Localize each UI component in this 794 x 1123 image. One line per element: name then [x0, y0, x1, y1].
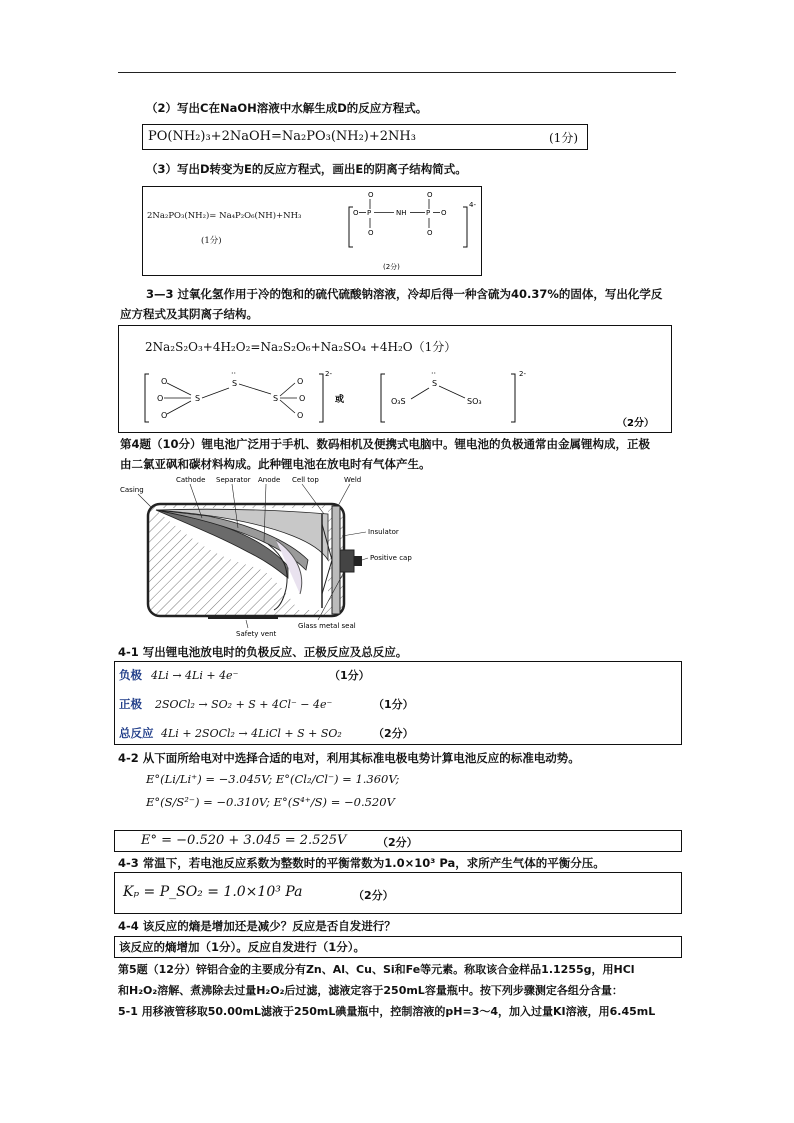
s1-o4: O [297, 377, 304, 386]
q41-neg-score: （1分） [329, 669, 370, 682]
q3-p2: P [426, 209, 431, 217]
q2-score: (1分) [549, 131, 578, 145]
q2-answer-box [142, 124, 588, 150]
q41-total-score: （2分） [373, 727, 414, 740]
q3-equation: 2Na₂PO₃(NH₂)= Na₄P₂O₆(NH)+NH₃ [147, 211, 302, 221]
s1-charge: 2- [325, 370, 332, 378]
q4-title-line2: 由二氯亚砜和碳材料构成。此种锂电池在放电时有气体产生。 [120, 457, 431, 471]
q3-o1: O [368, 191, 374, 199]
q43-answer-box [114, 872, 682, 914]
q33-title-line1: 3—3 过氧化氢作用于冷的饱和的硫代硫酸钠溶液，冷却后得一种含硫为40.37%的固体，写出化学反 [146, 287, 663, 301]
q43-score: （2分） [353, 889, 394, 902]
q3-eq-score: (1分) [201, 236, 222, 246]
s2-s: S [432, 379, 438, 388]
q3-charge: 4- [469, 201, 476, 209]
q44-answer: 该反应的熵增加（1分）。反应自发进行（1分）。 [119, 940, 366, 954]
q3-struct-score: (2分) [383, 263, 400, 271]
q33-anion-structures [139, 366, 669, 432]
q3-o6: O [427, 229, 433, 237]
q42-answer: E° = −0.520 + 3.045 = 2.525V [141, 833, 347, 848]
q33-answer-box [118, 325, 672, 433]
q3-o5: O [368, 229, 374, 237]
label-weld: Weld [344, 476, 362, 484]
q44-answer-box [114, 936, 682, 958]
label-casing: Casing [120, 486, 144, 494]
q41-answer-box [114, 661, 682, 745]
label-celltop: Cell top [292, 476, 319, 484]
q33-title-line2: 应方程式及其阴离子结构。 [120, 307, 258, 321]
q3-o3: O [353, 209, 359, 217]
q41-total-eq: 4Li + 2SOCl₂ → 4LiCl + S + SO₂ [161, 727, 342, 740]
q2-title: （2）写出C在NaOH溶液中水解生成D的反应方程式。 [146, 101, 428, 115]
s1-s3: S [273, 394, 279, 403]
q42-score: （2分） [377, 836, 418, 849]
q41-pos-label: 正极 [119, 697, 142, 711]
label-positive-cap: Positive cap [370, 554, 412, 562]
q3-o4: O [441, 209, 447, 217]
battery-diagram [118, 474, 418, 640]
or-label: 或 [335, 395, 345, 405]
q3-o2: O [427, 191, 433, 199]
s1-dots: ·· [231, 369, 237, 378]
s1-o1: O [161, 377, 168, 386]
q43-title: 4-3 常温下，若电池反应系数为整数时的平衡常数为1.0×10³ Pa，求所产生气体的平衡分压。 [118, 856, 605, 870]
label-cathode: Cathode [176, 476, 206, 484]
label-separator: Separator [216, 476, 251, 484]
s2-so3: SO₃ [467, 397, 482, 406]
q3-title: （3）写出D转变为E的反应方程式，画出E的阴离子结构简式。 [146, 162, 467, 176]
s2-dots: ·· [431, 369, 437, 378]
q41-total-label: 总反应 [119, 726, 154, 740]
label-safety-vent: Safety vent [236, 630, 277, 638]
s1-o5: O [299, 394, 306, 403]
q4-title-line1: 第4题（10分）锂电池广泛用于手机、数码相机及便携式电脑中。锂电池的负极通常由金属锂构成，正极 [120, 437, 650, 451]
q42-answer-box [114, 830, 682, 852]
q5-line1: 第5题（12分）锌铝合金的主要成分有Zn、Al、Cu、Si和Fe等元素。称取该合金样品1.1255g，用HCl [118, 963, 635, 976]
label-glass-seal: Glass metal seal [298, 622, 356, 630]
s2-o3s: O₃S [391, 397, 406, 406]
q3-nh: NH [396, 209, 407, 217]
q42-line2: E°(S/S²⁻) = −0.310V; E°(S⁴⁺/S) = −0.520V [146, 795, 395, 809]
q3-anion-structure [339, 187, 481, 275]
s1-o3: O [161, 411, 168, 420]
q3-p1: P [367, 209, 372, 217]
q5-line2: 和H₂O₂溶解、煮沸除去过量H₂O₂后过滤，滤液定容于250mL容量瓶中。按下列步骤测定各组分含量： [118, 984, 623, 997]
label-anode: Anode [258, 476, 281, 484]
q43-answer: Kₚ = P_SO₂ = 1.0×10³ Pa [123, 884, 303, 900]
q42-line1: E°(Li/Li⁺) = −3.045V; E°(Cl₂/Cl⁻) = 1.360V; [146, 772, 400, 786]
q51-line: 5-1 用移液管移取50.00mL滤液于250mL碘量瓶中，控制溶液的pH=3～4，加入过量KI溶液，用6.45mL [118, 1005, 656, 1018]
q33-equation: 2Na₂S₂O₃+4H₂O₂=Na₂S₂O₆+Na₂SO₄ +4H₂O（1分） [145, 340, 457, 354]
label-insulator: Insulator [368, 528, 399, 536]
q41-title: 4-1 写出锂电池放电时的负极反应、正极反应及总反应。 [118, 645, 408, 659]
q3-answer-box [142, 186, 482, 276]
q44-title: 4-4 该反应的熵是增加还是减少？反应是否自发进行？ [118, 919, 396, 933]
q41-pos-score: （1分） [373, 698, 414, 711]
s2-charge: 2- [519, 370, 526, 378]
s1-o6: O [297, 411, 304, 420]
q2-equation: PO(NH₂)₃+2NaOH=Na₂PO₃(NH₂)+2NH₃ [148, 129, 416, 144]
q41-pos-eq: 2SOCl₂ → SO₂ + S + 4Cl⁻ − 4e⁻ [155, 698, 333, 711]
q42-title: 4-2 从下面所给电对中选择合适的电对，利用其标准电极电势计算电池反应的标准电动势。 [118, 751, 580, 765]
s1-s2: S [232, 379, 238, 388]
q41-neg-label: 负极 [119, 668, 142, 682]
s1-o2: O [157, 394, 164, 403]
q41-neg-eq: 4Li → 4Li + 4e⁻ [151, 669, 239, 682]
q33-struct-score: （2分） [617, 418, 654, 429]
header-rule [118, 72, 676, 73]
s1-s1: S [195, 394, 201, 403]
